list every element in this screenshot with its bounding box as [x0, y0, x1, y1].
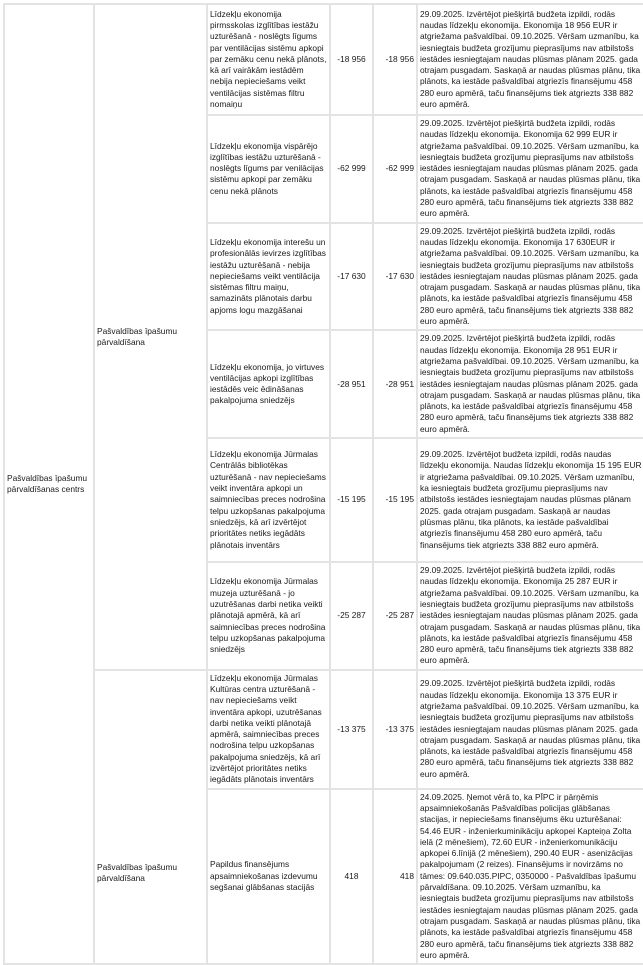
amount-cell: -13 375	[330, 670, 373, 789]
description-cell: Līdzekļu ekonomija pirmsskolas izglītības iestāžu uzturēšanā - noslēgts līgums par ventilācijas sistēmu apkopi par zemāku cenu nekā plānots, kā arī vairākām iestādēm nebija nepieciešams veikt ventilācijas sistēmas filtru nomaiņu	[207, 4, 330, 115]
amount-cell: 418	[330, 789, 373, 964]
amount-total-cell: -62 999	[373, 115, 417, 223]
description-cell: Līdzekļu ekonomija Jūrmalas Centrālās bibliotēkas uzturēšanā - nav nepieciešams veikt inventāra apkopi un saimniecības preces nodrošina telpu uzkopšanas pakalpojuma sniedzējs, kā arī izvērtējot prioritātes netiks iegādāts plānotais inventārs	[207, 438, 330, 562]
amount-cell: -15 195	[330, 438, 373, 562]
comment-cell: 29.09.2025. Izvērtējot piešķirtā budžeta izpildi, rodās naudas līdzekļu ekonomija. Ekonomija 18 956 EUR ir atgriežama pašvaldībai. 09.10.2025. Vēršam uzmanību, ka iesniegtais budžeta grozījumu pieprasījums nav atbilstošs iestādes iesniegtajam naudas plūsmas plānam 2025. gada otrajam pusgadam. Saskaņā ar naudas plūsmas plānu, tika plānots, ka iestāde pašvaldībai atgriezīs finansējumu 458 280 euro apmērā, taču finansējums tiek atgriezts 338 882 euro apmērā.	[417, 4, 643, 115]
description-cell: Līdzekļu ekonomija interešu un profesionālās ievirzes izglītības iestāžu uzturēšanā - nebija nepieciešams veikt ventilācija sistēmas filtru maiņu, samazināts plānotais darbu apjoms logu mazgāšanai	[207, 223, 330, 331]
description-cell: Līdzekļu ekonomija, jo virtuves ventilācijas apkopi izglītības iestādēs veic ēdināšanas pakalpojuma sniedzējs	[207, 330, 330, 438]
amount-total-cell: -17 630	[373, 223, 417, 331]
amount-total-cell: -28 951	[373, 330, 417, 438]
description-cell: Līdzekļu ekonomija Jūrmalas muzeja uzturēšanā - jo uzutrēšanas darbi netika veikti plānotajā apmērā, kā arī saimniecības preces nodrošina telpu uzkopšanas pakalpojuma sniedzējs	[207, 562, 330, 670]
comment-cell: 29.09.2025. Izvērtējot budžeta izpildi, rodās naudas līdzekļu ekonomija. Naudas līdzekļu ekonomija 15 195 EUR ir atgriežama pašvaldībai. 09.10.2025. Vēršam uzmanību, ka iesniegtais budžeta grozījumu pieprasījums nav atbilstošs iestādes iesniegtajam naudas plūsmas plānam 2025. gada otrajam pusgadam. Saskaņā ar naudas plūsmas plānu, tika plānots, ka iestāde pašvaldībai atgriezīs finansējumu 458 280 euro apmērā, taču finansējums tiek atgriezts 338 882 euro apmērā.	[417, 438, 643, 562]
description-cell: Līdzekļu ekonomija vispārējo izglītības iestāžu uzturēšanā - noslēgts līgums par venilācijas sistēmu apkopi par zemāku cenu nekā plānots	[207, 115, 330, 223]
amount-cell: -17 630	[330, 223, 373, 331]
institution-cell: Pašvaldības īpašumu pārvaldīšanas centrs	[4, 4, 94, 964]
budget-amendments-table	[3, 3, 643, 965]
description-cell: Līdzekļu ekonomija Jūrmalas Kultūras centra uzturēšanā - nav nepieciešams veikt inventāra apkopi, uzutrēšanas darbi netika veikti plānotajā apmērā, saimniecības preces nodrošina telpu uzkopšanas pakalpojuma sniedzējs, kā arī izvērtējot prioritātes netiks iegādāts plānotais inventārs	[207, 670, 330, 789]
comment-cell: 29.09.2025. Izvērtējot piešķirtā budžeta izpildi, rodās naudas līdzekļu ekonomija. Ekonomija 28 951 EUR ir atgriežama pašvaldībai. 09.10.2025. Vēršam uzmanību, ka iesniegtais budžeta grozījumu pieprasījums nav atbilstošs iestādes iesniegtajam naudas plūsmas plānam 2025. gada otrajam pusgadam. Saskaņā ar naudas plūsmas plānu, tika plānots, ka iestāde pašvaldībai atgriezīs finansējumu 458 280 euro apmērā, taču finansējums tiek atgriezts 338 882 euro apmērā.	[417, 330, 643, 438]
amount-total-cell: -13 375	[373, 670, 417, 789]
table-row	[4, 670, 643, 789]
amount-cell: -28 951	[330, 330, 373, 438]
amount-cell: -18 956	[330, 4, 373, 115]
comment-cell: 29.09.2025. Izvērtējot piešķirtā budžeta izpildi, rodās naudas līdzekļu ekonomija. Ekonomija 25 287 EUR ir atgriežama pašvaldībai. 09.10.2025. Vēršam uzmanību, ka iesniegtais budžeta grozījumu pieprasījums nav atbilstošs iestādes iesniegtajam naudas plūsmas plānam 2025. gada otrajam pusgadam. Saskaņā ar naudas plūsmas plānu, tika plānots, ka iestāde pašvaldībai atgriezīs finansējumu 458 280 euro apmērā, taču finansējums tiek atgriezts 338 882 euro apmērā.	[417, 562, 643, 670]
comment-cell: 29.09.2025. Izvērtējot piešķirtā budžeta izpildi, rodās naudas līdzekļu ekonomija. Ekonomija 17 630EUR ir atgriežama pašvaldībai. 09.10.2025. Vēršam uzmanību, ka iesniegtais budžeta grozījumu pieprasījums nav atbilstošs iestādes iesniegtajam naudas plūsmas plānam 2025. gada otrajam pusgadam. Saskaņā ar naudas plūsmas plānu, tika plānots, ka iestāde pašvaldībai atgriezīs finansējumu 458 280 euro apmērā, taču finansējums tiek atgriezts 338 882 euro apmērā.	[417, 223, 643, 331]
comment-cell: 29.09.2025. Izvērtējot piešķirtā budžeta izpildi, rodās naudas līdzekļu ekonomija. Ekonomija 62 999 EUR ir atgriežama pašvaldībai. 09.10.2025. Vēršam uzmanību, ka iesniegtais budžeta grozījumu pieprasījums nav atbilstošs iestādes iesniegtajam naudas plūsmas plānam 2025. gada otrajam pusgadam. Saskaņā ar naudas plūsmas plānu, tika plānots, ka iestāde pašvaldībai atgriezīs finansējumu 458 280 euro apmērā, taču finansējums tiek atgriezts 338 882 euro apmērā.	[417, 115, 643, 223]
amount-cell: -25 287	[330, 562, 373, 670]
comment-cell: 29.09.2025. Izvērtējot piešķirtā budžeta izpildi, rodās naudas līdzekļu ekonomija. Ekonomija 13 375 EUR ir atgriežama pašvaldībai. 09.10.2025. Vēršam uzmanību, ka iesniegtais budžeta grozījumu pieprasījums nav atbilstošs iestādes iesniegtajam naudas plūsmas plānam 2025. gada otrajam pusgadam. Saskaņā ar naudas plūsmas plānu, tika plānots, ka iestāde pašvaldībai atgriezīs finansējumu 458 280 euro apmērā, taču finansējums tiek atgriezts 338 882 euro apmērā.	[417, 670, 643, 789]
amount-total-cell: -18 956	[373, 4, 417, 115]
program-cell	[94, 670, 207, 964]
program-cell: Pašvaldības īpašumu pārvaldīšana	[94, 4, 207, 670]
program-label: Pašvaldības īpašumu pārvaldīšana	[97, 862, 178, 884]
amount-total-cell: -15 195	[373, 438, 417, 562]
table-row	[4, 4, 643, 115]
spacer	[97, 749, 204, 862]
amount-total-cell: -25 287	[373, 562, 417, 670]
comment-cell: 24.09.2025. Ņemot vērā to, ka PĪPC ir pārņēmis apsaimniekošanās Pašvaldības policijas glābšanas stacijas, ir nepieciešams finansējums ēku uzturēšanai: 54.46 EUR - inženierkuminikāciju apkopei Kapteiņa Zolta ielā (2 mēnešiem), 72.60 EUR - inženierkomunikāciju apkopei 6.līnijā (2 mēnešiem), 290.40 EUR - asenizācijas pakalpojumam (2 reizes). Finansējums ir novirzāms no tāmes: 09.640.035.PIPC, 0350000 - Pašvaldības īpašumu pārvaldīšana. 09.10.2025. Vēršam uzmanību, ka iesniegtais budžeta grozījumu pieprasījums nav atbilstošs iestādes iesniegtajam naudas plūsmas plānam 2025. gada otrajam pusgadam. Saskaņā ar naudas plūsmas plānu, tika plānots, ka iestāde pašvaldībai atgriezīs finansējumu 458 280 euro apmērā, taču finansējums tiek atgriezts 338 882 euro apmērā.	[417, 789, 643, 964]
amount-cell: -62 999	[330, 115, 373, 223]
description-cell: Papildus finansējums apsaimniekošanas izdevumu segšanai glābšanas stacijās	[207, 789, 330, 964]
amount-total-cell: 418	[373, 789, 417, 964]
